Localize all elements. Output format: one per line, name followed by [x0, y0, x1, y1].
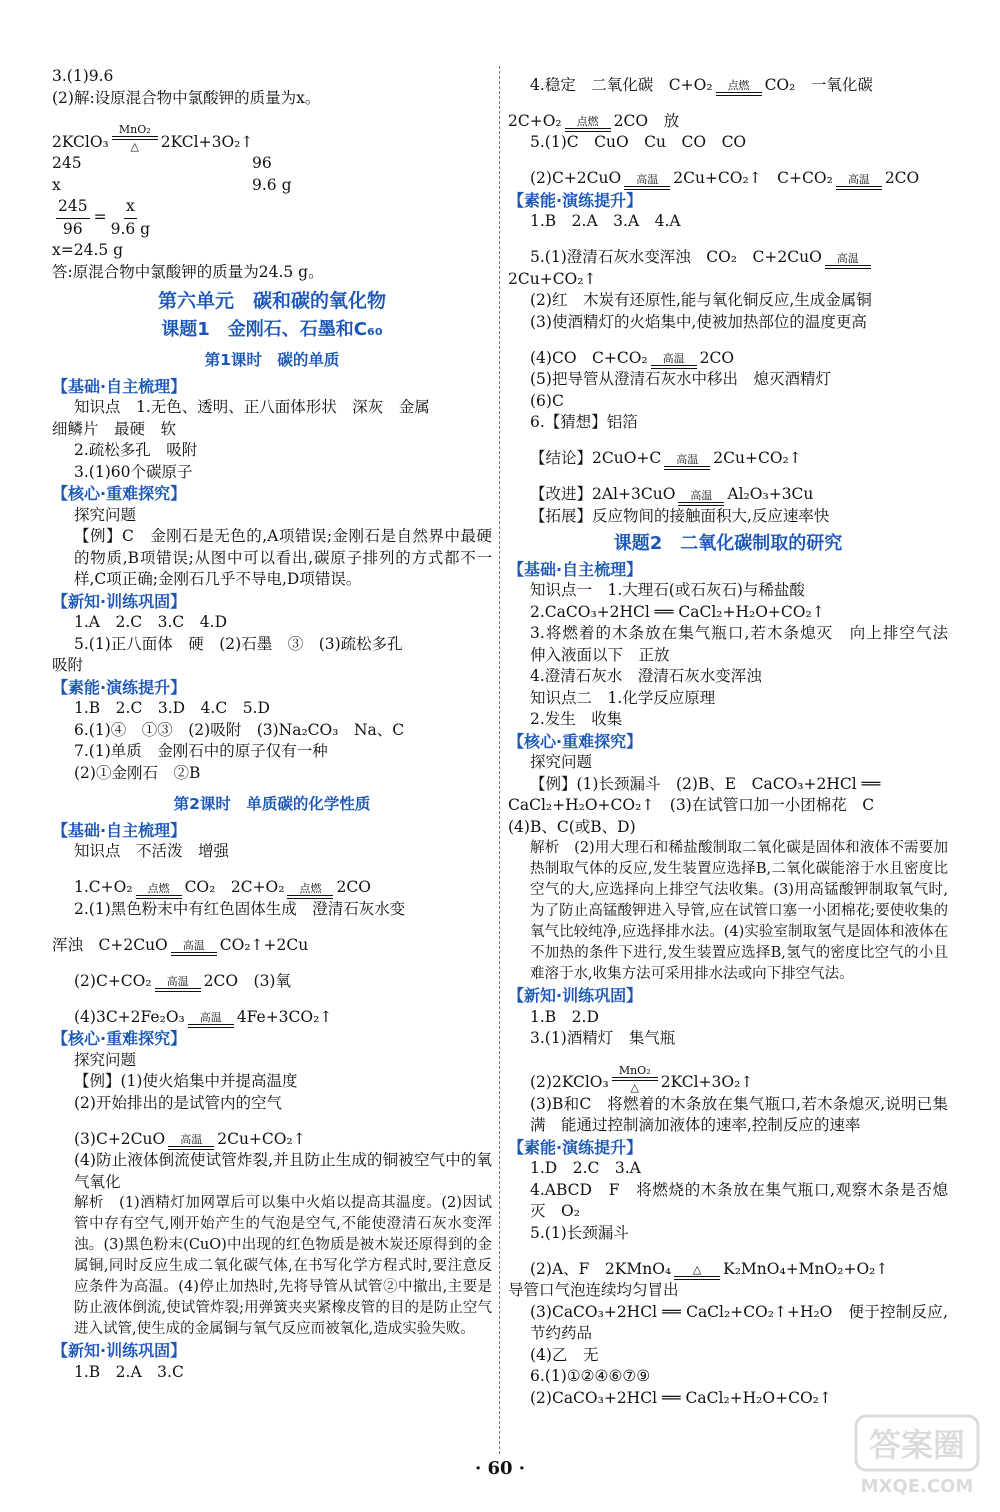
- answer-line: 5.(1)长颈漏斗: [530, 1223, 629, 1242]
- period-title: 第1课时 碳的单质: [204, 351, 340, 369]
- column-divider: [499, 66, 500, 1454]
- period-title: 第2课时 单质碳的化学性质: [173, 795, 371, 813]
- equals-bar: [825, 265, 871, 269]
- reaction-condition: [112, 123, 158, 153]
- equation-text: (4)3C+2Fe₂O₃: [74, 1007, 185, 1026]
- chemical-equation: [508, 96, 948, 132]
- answer-line: 【拓展】反应物间的接触面积大,反应速率快: [530, 506, 830, 525]
- answer-line: 3.(1)酒精灯 集气瓶: [530, 1029, 676, 1047]
- condition-top: 高温: [166, 975, 189, 988]
- condition-bottom: △: [630, 1080, 639, 1094]
- condition-top: MnO₂: [118, 123, 151, 136]
- equation-text: 2CO 放: [613, 111, 680, 130]
- equation-text: 2CO: [699, 348, 735, 367]
- equation-text: 2C+O₂: [508, 111, 562, 130]
- reaction-condition: [168, 1133, 214, 1150]
- answer-line: 2.发生 收集: [530, 710, 623, 728]
- equation-text: (2)C+CO₂: [74, 971, 152, 990]
- equals-bar: [155, 988, 201, 992]
- reaction-condition: [171, 939, 217, 956]
- equation-text: 2KClO₃: [52, 132, 109, 151]
- answer-paragraph: (4)防止液体倒流使试管炸裂,并且防止生成的铜被空气中的氧气氧化: [74, 1151, 492, 1191]
- section-heading: 【基础·自主梳理】: [52, 820, 187, 840]
- answer-line: 5.(1)C CuO Cu CO CO: [530, 133, 747, 151]
- condition-top: 点燃: [299, 881, 322, 895]
- equation-text: CO₂ 一氧化碳: [764, 75, 873, 94]
- condition-top: 点燃: [727, 79, 750, 92]
- reaction-condition: [612, 1064, 658, 1094]
- answer-line: 5.(1)正八面体 硬 (2)石墨 ③ (3)疏松多孔: [74, 634, 403, 653]
- section-heading: 【核心·重难探究】: [508, 731, 643, 751]
- ratio-row: [52, 153, 492, 175]
- ratio-value: 245: [52, 154, 82, 172]
- answer-line: (2)CaCO₃+2HCl ══ CaCl₂+H₂O+CO₂↑: [530, 1388, 832, 1407]
- numerator: 245: [56, 196, 90, 219]
- answer-line: 7.(1)单质 金刚石中的原子仅有一种: [74, 742, 328, 760]
- answer-line: 1.D 2.C 3.A: [530, 1159, 641, 1177]
- answer-line: 1.B 2.C 3.D 4.C 5.D: [74, 699, 270, 717]
- chemical-equation: [52, 109, 492, 153]
- reaction-condition: [678, 489, 724, 506]
- answer-paragraph: 3.将燃着的木条放在集气瓶口,若木条熄灭 向上排空气法 伸入液面以下 正放: [530, 624, 964, 664]
- answer-line: 探究问题: [74, 1050, 137, 1069]
- equation-text: 2Cu+CO₂↑: [217, 1129, 306, 1148]
- reaction-condition: [624, 173, 670, 190]
- equation-text: (2)A、F 2KMnO₄: [530, 1259, 672, 1278]
- answer-line: 2.疏松多孔 吸附: [74, 441, 198, 459]
- section-heading: 【素能·演练提升】: [52, 677, 187, 697]
- equals-bar: [624, 186, 670, 190]
- answer-line: 【例】(1)长颈漏斗 (2)B、E CaCO₃+2HCl ══: [530, 774, 881, 793]
- answer-paragraph: (3)B和C 将燃着的木条放在集气瓶口,若木条熄灭,说明已集满 能通过控制滴加液体的速率,控制反应的速率: [530, 1094, 948, 1134]
- condition-top: 高温: [636, 172, 659, 186]
- reaction-condition: [674, 1263, 720, 1280]
- condition-bottom: △: [130, 140, 139, 153]
- chemical-equation: [52, 863, 492, 899]
- condition-top: △: [692, 1263, 702, 1276]
- section-heading: 【素能·演练提升】: [508, 190, 643, 210]
- equation-text: (3)C+2CuO: [74, 1129, 166, 1148]
- answer-line: 4.澄清石灰水 澄清石灰水变浑浊: [530, 667, 762, 685]
- equation-text: 2CO: [336, 878, 371, 896]
- condition-top: MnO₂: [618, 1063, 651, 1077]
- proportion-equation: [52, 196, 492, 240]
- fraction: [56, 196, 90, 240]
- watermark-url: MXQE.COM: [860, 1476, 974, 1497]
- answer-line: (5)把导管从澄清石灰水中移出 熄灭酒精灯: [530, 370, 831, 388]
- chemical-equation: [52, 920, 492, 956]
- answer-line: 1.B 2.A 3.C: [74, 1362, 184, 1381]
- condition-top: 高温: [676, 452, 699, 466]
- ratio-row: [52, 175, 492, 197]
- chemical-equation: [508, 66, 948, 96]
- equation-text: CO₂ 2C+O₂: [184, 878, 285, 896]
- section-heading: 【基础·自主梳理】: [52, 376, 187, 396]
- answer-line: 2Cu+CO₂↑: [508, 269, 597, 288]
- lesson-title: 课题2 二氧化碳制取的研究: [613, 533, 843, 554]
- reaction-condition: [716, 79, 762, 96]
- reaction-condition: [136, 882, 182, 899]
- equation-text: 2CO (3)氧: [203, 971, 291, 990]
- explanation-paragraph: 解析 (2)用大理石和稀盐酸制取二氧化碳是固体和液体不需要加热制取气体的反应,发生装置应选择B,二氧化碳能溶于水且密度比空气的大,应选择向上排空气法收集。(3)用高锰酸钾制取氧气时,为了防止高锰酸钾进入导管,应在试管口塞一小团棉花;要使收集的氧气比较纯净,应选择排水法。(4)实验室制取氢气是固体和液体在不加热的条件下进行,发生装置应选择B,氢气的密度比空气的小且难溶于水,收集方法可采用排水法或向下排空气法。: [530, 840, 948, 982]
- condition-top: 点燃: [576, 115, 599, 128]
- equation-text: 2Cu+CO₂↑ C+CO₂: [673, 169, 833, 187]
- chemical-equation: [508, 470, 948, 506]
- answer-line: 2.CaCO₃+2HCl ══ CaCl₂+H₂O+CO₂↑: [530, 602, 825, 621]
- question-number: 6.: [530, 1367, 545, 1385]
- equation-text: 2Cu+CO₂↑: [713, 449, 802, 467]
- chemical-equation: [508, 233, 948, 269]
- ratio-value: x: [52, 175, 61, 194]
- condition-top: 高温: [199, 1011, 222, 1024]
- chemical-equation: [52, 956, 492, 992]
- explanation-paragraph: 解析 (1)酒精灯加网罩后可以集中火焰以提高其温度。(2)因试管中存有空气,刚开始产生的气泡是空气,不能使澄清石灰水变浑浊。(3)黑色粉末(CuO)中出现的红色物质是被木炭还原得到的金属铜,同时反应生成二氧化碳气体,在书写化学方程式时,要注意反应条件为高温。(4)停止加热时,先将导管从试管②中撤出,主要是防止液体倒流,使试管炸裂;用弹簧夹夹紧橡皮管的目的是防止空气进入试管,使生成的金属铜与氧气反应而被氧化,造成实验失败。: [74, 1195, 492, 1337]
- answer-line: 知识点 不活泼 增强: [74, 842, 230, 860]
- reaction-condition: [565, 115, 611, 132]
- reaction-condition: [664, 453, 710, 470]
- reaction-condition: [155, 975, 201, 992]
- explanation-paragraph: 【例】C 金刚石是无色的,A项错误;金刚石是自然界中最硬的物质,B项错误;从图中可以看出,碳原子排列的方式都不一样,C项正确;金刚石几乎不导电,D项错误。: [74, 527, 492, 588]
- answer-line: 吸附: [52, 656, 84, 674]
- answer-line: 【例】(1)使火焰集中并提高温度: [74, 1072, 298, 1090]
- answer-line: 6.【猜想】铝箔: [530, 413, 638, 431]
- answer-line: [508, 1366, 948, 1388]
- condition-top: 高温: [836, 251, 859, 265]
- chemical-equation: [508, 1050, 948, 1094]
- answer-line: x=24.5 g: [52, 241, 124, 259]
- section-heading: 【新知·训练巩固】: [508, 986, 643, 1005]
- equation-text: 4.稳定 二氧化碳 C+O₂: [530, 75, 713, 94]
- answer-paragraph: (3)CaCO₃+2HCl ══ CaCl₂+CO₂↑+H₂O 便于控制反应,节约药品: [530, 1302, 948, 1342]
- chemical-equation: [508, 333, 948, 369]
- reaction-condition: [651, 352, 697, 369]
- equation-text: 4Fe+3CO₂↑: [236, 1007, 333, 1026]
- answer-line: 知识点一 1.大理石(或石灰石)与稀盐酸: [530, 581, 805, 599]
- equation-text: 浑浊 C+2CuO: [52, 935, 168, 954]
- condition-top: 高温: [847, 172, 870, 186]
- page-number: · 60 ·: [474, 1458, 526, 1479]
- denominator: 96: [62, 219, 83, 238]
- equation-text: 2CO: [884, 169, 920, 187]
- right-column: [508, 66, 964, 1409]
- section-heading: 【基础·自主梳理】: [508, 559, 643, 579]
- answer-line: 细鳞片 最硬 软: [52, 419, 177, 438]
- answer-paragraph: 4.ABCD F 将燃烧的木条放在集气瓶口,观察木条是否熄灭 O₂: [530, 1180, 948, 1220]
- unit-title: 第六单元 碳和碳的氧化物: [157, 290, 386, 312]
- section-heading: 【核心·重难探究】: [52, 484, 187, 503]
- answer-line: 探究问题: [530, 753, 593, 771]
- equation-text: (2)C+2CuO: [530, 169, 622, 187]
- equation-text: 1.C+O₂: [74, 878, 133, 896]
- equals-bar: [678, 502, 724, 506]
- equation-text: 5.(1)澄清石灰水变浑浊 CO₂ C+2CuO: [530, 248, 822, 266]
- ratio-value: 96: [252, 154, 272, 172]
- equals-sign: =: [93, 208, 107, 227]
- answer-line: 3.(1)9.6: [52, 67, 114, 85]
- equation-text: K₂MnO₄+MnO₂+O₂↑: [723, 1259, 889, 1278]
- ratio-value: 9.6 g: [252, 175, 292, 194]
- answer-line: (2)开始排出的是试管内的空气: [74, 1093, 282, 1112]
- condition-top: 高温: [662, 352, 685, 365]
- answer-line: (3)使酒精灯的火焰集中,使被加热部位的温度更高: [530, 312, 867, 331]
- answer-line: 3.(1)60个碳原子: [74, 462, 193, 481]
- left-column: [52, 66, 492, 1383]
- section-heading: 【核心·重难探究】: [52, 1029, 187, 1048]
- equation-text: 2KCl+3O₂↑: [160, 132, 254, 151]
- denominator: 9.6 g: [110, 219, 151, 238]
- equation-text: (2)2KClO₃: [530, 1073, 609, 1091]
- answer-line: 1.A 2.C 3.C 4.D: [74, 613, 227, 631]
- answer-line: (6)C: [530, 391, 564, 410]
- answer-line: 答:原混合物中氯酸钾的质量为24.5 g。: [52, 262, 324, 281]
- equals-bar: [716, 92, 762, 96]
- watermark-text: 答案圈: [868, 1426, 966, 1464]
- equation-text: (4)CO C+CO₂: [530, 348, 648, 367]
- answer-line: 2.(1)黑色粉末中有红色固体生成 澄清石灰水变: [74, 899, 406, 918]
- numerator: x: [124, 196, 137, 219]
- section-heading: 【新知·训练巩固】: [52, 1341, 187, 1360]
- equation-text: CO₂↑+2Cu: [219, 935, 309, 954]
- lesson-title: 课题1 金刚石、石墨和C₆₀: [161, 318, 383, 340]
- answer-line: (4)B、C(或B、D): [508, 817, 636, 836]
- equals-bar: [287, 895, 333, 899]
- answer-line: 1.B 2.A 3.A 4.A: [530, 212, 681, 230]
- reaction-condition: [287, 882, 333, 899]
- chemical-equation: [508, 434, 948, 470]
- answer-line: 知识点二 1.化学反应原理: [530, 688, 716, 707]
- reaction-condition: [188, 1011, 234, 1028]
- section-heading: 【素能·演练提升】: [508, 1137, 643, 1157]
- chemical-equation: [508, 154, 948, 190]
- equals-bar: [836, 186, 882, 190]
- watermark-logo: [852, 1412, 982, 1498]
- equals-bar: [188, 1024, 234, 1028]
- equals-bar: [664, 466, 710, 470]
- answer-line: 1.B 2.D: [530, 1007, 599, 1026]
- condition-top: 高温: [180, 1133, 203, 1146]
- answer-line: (4)乙 无: [530, 1345, 599, 1364]
- answer-line: (2)解:设原混合物中氯酸钾的质量为x。: [52, 88, 321, 107]
- equation-text: 【结论】2CuO+C: [530, 449, 662, 467]
- reaction-condition: [836, 173, 882, 190]
- answer-line: (2)①金刚石 ②B: [74, 763, 201, 782]
- equals-bar: [674, 1276, 720, 1280]
- equals-bar: [136, 895, 182, 899]
- condition-top: 点燃: [147, 881, 170, 895]
- equals-bar: [171, 952, 217, 956]
- chemical-equation: [52, 1114, 492, 1150]
- equation-text: 2KCl+3O₂↑: [660, 1073, 754, 1091]
- answer-line: 知识点 1.无色、透明、正八面体形状 深灰 金属: [74, 398, 430, 416]
- answer-line: 导管口气泡连续均匀冒出: [508, 1281, 679, 1299]
- answer-line: 探究问题: [74, 505, 137, 524]
- answer-text: (1)①②④⑥⑦⑨: [544, 1367, 651, 1385]
- answer-line: CaCl₂+H₂O+CO₂↑ (3)在试管口加一小团棉花 C: [508, 796, 875, 814]
- condition-top: 高温: [690, 488, 713, 502]
- section-heading: 【新知·训练巩固】: [52, 591, 187, 611]
- condition-top: 高温: [182, 939, 205, 952]
- equation-text: 【改进】2Al+3CuO: [530, 485, 676, 503]
- chemical-equation: [52, 992, 492, 1028]
- equation-text: Al₂O₃+3Cu: [727, 485, 814, 503]
- answer-line: (2)红 木炭有还原性,能与氧化铜反应,生成金属铜: [530, 291, 872, 309]
- reaction-condition: [825, 252, 871, 269]
- fraction: [111, 196, 151, 240]
- answer-line: 6.(1)④ ①③ (2)吸附 (3)Na₂CO₃ Na、C: [74, 720, 405, 739]
- chemical-equation: [508, 1244, 948, 1280]
